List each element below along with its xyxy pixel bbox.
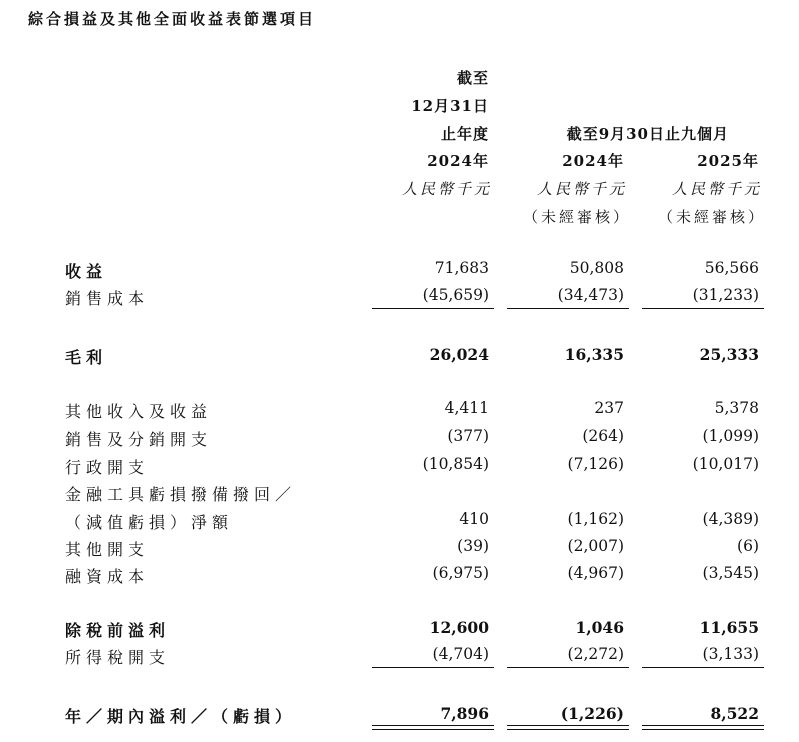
other-expenses-2024-fy: (39) — [457, 537, 489, 555]
row-label-impairment-line1: 金融工具虧損撥備撥回／ — [65, 485, 297, 504]
page-title: 綜合損益及其他全面收益表節選項目 — [28, 10, 317, 28]
admin-2024-9m: (7,126) — [567, 455, 624, 473]
impairment-2024-fy: 410 — [459, 510, 489, 528]
col2-unit: 人民幣千元 — [536, 180, 627, 198]
col2-unaudited-note: （未經審核） — [522, 208, 631, 226]
col2-year: 2024年 — [562, 152, 624, 170]
subtotal-rule — [642, 308, 764, 309]
profit-for-period-2024-fy: 7,896 — [440, 704, 489, 723]
gross-profit-2025-9m: 25,333 — [699, 345, 759, 364]
total-double-rule — [372, 725, 494, 726]
cost-of-sales-2025-9m: (31,233) — [692, 286, 759, 304]
selling-2025-9m: (1,099) — [702, 427, 759, 445]
other-income-2024-9m: 237 — [594, 399, 624, 417]
selling-2024-9m: (264) — [582, 427, 624, 445]
row-label-gross-profit: 毛利 — [65, 348, 108, 367]
profit-before-tax-2025-9m: 11,655 — [699, 618, 759, 637]
row-label-cost-of-sales: 銷售成本 — [65, 289, 150, 308]
row-label-profit-before-tax: 除稅前溢利 — [65, 621, 171, 640]
col3-year: 2025年 — [697, 152, 759, 170]
row-label-other-expenses: 其他開支 — [65, 540, 150, 559]
finance-costs-2024-fy: (6,975) — [432, 564, 489, 582]
total-double-rule — [507, 729, 629, 730]
profit-for-period-2025-9m: 8,522 — [710, 704, 759, 723]
admin-2025-9m: (10,017) — [692, 455, 759, 473]
row-label-admin-expenses: 行政開支 — [65, 458, 150, 477]
admin-2024-fy: (10,854) — [422, 455, 489, 473]
income-tax-2024-fy: (4,704) — [432, 645, 489, 663]
col3-unit: 人民幣千元 — [671, 180, 762, 198]
total-double-rule — [642, 729, 764, 730]
col3-unaudited-note: （未經審核） — [657, 208, 766, 226]
col1-header-line1: 截至 — [456, 69, 489, 87]
finance-costs-2024-9m: (4,967) — [567, 564, 624, 582]
other-income-2025-9m: 5,378 — [714, 399, 759, 417]
gross-profit-2024-9m: 16,335 — [564, 345, 624, 364]
col1-unit: 人民幣千元 — [401, 180, 492, 198]
other-expenses-2024-9m: (2,007) — [567, 537, 624, 555]
income-tax-2024-9m: (2,272) — [567, 645, 624, 663]
other-expenses-2025-9m: (6) — [737, 537, 759, 555]
revenue-2024-9m: 50,808 — [569, 259, 624, 277]
row-label-impairment-line2: （減值虧損）淨額 — [65, 513, 234, 532]
cost-of-sales-2024-9m: (34,473) — [557, 286, 624, 304]
row-label-selling-expenses: 銷售及分銷開支 — [65, 430, 213, 449]
income-tax-2025-9m: (3,133) — [702, 645, 759, 663]
revenue-2025-9m: 56,566 — [704, 259, 759, 277]
subtotal-rule — [372, 667, 494, 668]
row-label-income-tax: 所得稅開支 — [65, 648, 171, 667]
col1-year: 2024年 — [427, 152, 489, 170]
selling-2024-fy: (377) — [447, 427, 489, 445]
total-double-rule — [507, 725, 629, 726]
profit-for-period-2024-9m: (1,226) — [560, 704, 624, 723]
total-double-rule — [642, 725, 764, 726]
total-double-rule — [372, 729, 494, 730]
profit-before-tax-2024-9m: 1,046 — [575, 618, 624, 637]
subtotal-rule — [642, 667, 764, 668]
revenue-2024-fy: 71,683 — [434, 259, 489, 277]
col1-header-line2: 12月31日 — [411, 97, 489, 115]
other-income-2024-fy: 4,411 — [444, 399, 489, 417]
row-label-other-income: 其他收入及收益 — [65, 402, 213, 421]
profit-before-tax-2024-fy: 12,600 — [429, 618, 489, 637]
finance-costs-2025-9m: (3,545) — [702, 564, 759, 582]
row-label-revenue: 收益 — [65, 262, 108, 281]
row-label-profit-for-period: 年／期內溢利／（虧損） — [65, 707, 297, 726]
col1-header-line3: 止年度 — [440, 125, 489, 143]
subtotal-rule — [372, 308, 494, 309]
impairment-2024-9m: (1,162) — [567, 510, 624, 528]
nine-months-group-header: 截至9月30日止九個月 — [566, 125, 729, 143]
subtotal-rule — [507, 667, 629, 668]
gross-profit-2024-fy: 26,024 — [429, 345, 489, 364]
impairment-2025-9m: (4,389) — [702, 510, 759, 528]
subtotal-rule — [507, 308, 629, 309]
row-label-finance-costs: 融資成本 — [65, 567, 150, 586]
cost-of-sales-2024-fy: (45,659) — [422, 286, 489, 304]
